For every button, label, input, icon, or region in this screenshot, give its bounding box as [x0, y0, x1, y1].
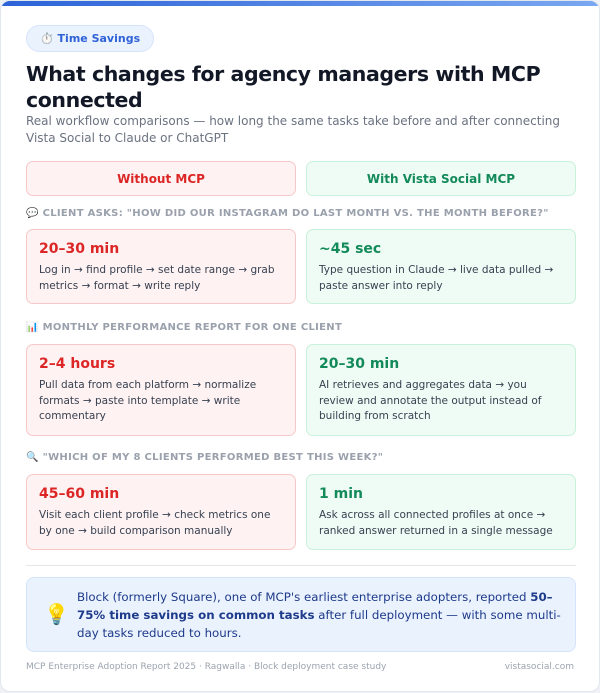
stat-callout [26, 577, 576, 652]
workflow-desc: Ask across all connected profiles at once → ranked answer returned in a single message [319, 509, 553, 537]
site-link[interactable]: vistasocial.com [504, 662, 574, 672]
time-value: 20–30 min [319, 356, 400, 372]
badge-label: Time Savings [57, 32, 141, 45]
with-card [306, 344, 576, 436]
without-mcp-header: Without MCP [26, 161, 296, 196]
time-value: 2–4 hours [39, 356, 116, 372]
section-label: 📊 MONTHLY PERFORMANCE REPORT FOR ONE CLIENT [26, 322, 343, 333]
callout-highlight: 50–75% time savings on common tasks [77, 590, 553, 622]
workflow-desc: Type question in Claude → live data pulled → paste answer into reply [319, 264, 554, 292]
callout-text [77, 588, 567, 642]
section-label: 💬 CLIENT ASKS: "HOW DID OUR INSTAGRAM DO LAST MONTH VS. THE MONTH BEFORE?" [26, 208, 549, 219]
with-mcp-header: With Vista Social MCP [306, 161, 576, 196]
without-card [26, 344, 296, 436]
with-card [306, 474, 576, 550]
time-value: 1 min [319, 486, 363, 502]
without-card [26, 229, 296, 304]
without-card [26, 474, 296, 550]
callout-text-start: Block (formerly Square), one of MCP's earliest enterprise adopters, reported [77, 590, 531, 604]
divider [26, 565, 576, 566]
lightbulb-icon: 💡 [44, 602, 69, 626]
callout-text-end: after full deployment — with some multi-day tasks reduced to hours. [77, 608, 561, 640]
page-title: What changes for agency managers with MCP connected [26, 62, 541, 112]
with-card [306, 229, 576, 304]
speech-bubble-icon: 💬 [26, 208, 39, 219]
accent-bar [1, 1, 599, 6]
time-value: 20–30 min [39, 241, 120, 257]
page-subtitle: Real workflow comparisons — how long the same tasks take before and after connecting Vista Social to Claude or ChatGPT [26, 114, 561, 145]
stopwatch-icon: ⏱️ [40, 32, 54, 45]
time-value: ~45 sec [319, 241, 382, 257]
time-value: 45–60 min [39, 486, 120, 502]
source-note: MCP Enterprise Adoption Report 2025 · Ragwalla · Block deployment case study [26, 662, 387, 672]
workflow-desc: AI retrieves and aggregates data → you review and annotate the output instead of building from scratch [319, 379, 542, 422]
workflow-desc: Pull data from each platform → normalize formats → paste into template → write commentary [39, 379, 257, 422]
section-label: 🔍 "WHICH OF MY 8 CLIENTS PERFORMED BEST THIS WEEK?" [26, 452, 384, 463]
workflow-desc: Visit each client profile → check metrics one by one → build comparison manually [39, 509, 271, 537]
bar-chart-icon: 📊 [26, 322, 39, 333]
time-savings-badge [26, 25, 154, 52]
magnifier-icon: 🔍 [26, 452, 39, 463]
workflow-desc: Log in → find profile → set date range → grab metrics → format → write reply [39, 264, 275, 292]
